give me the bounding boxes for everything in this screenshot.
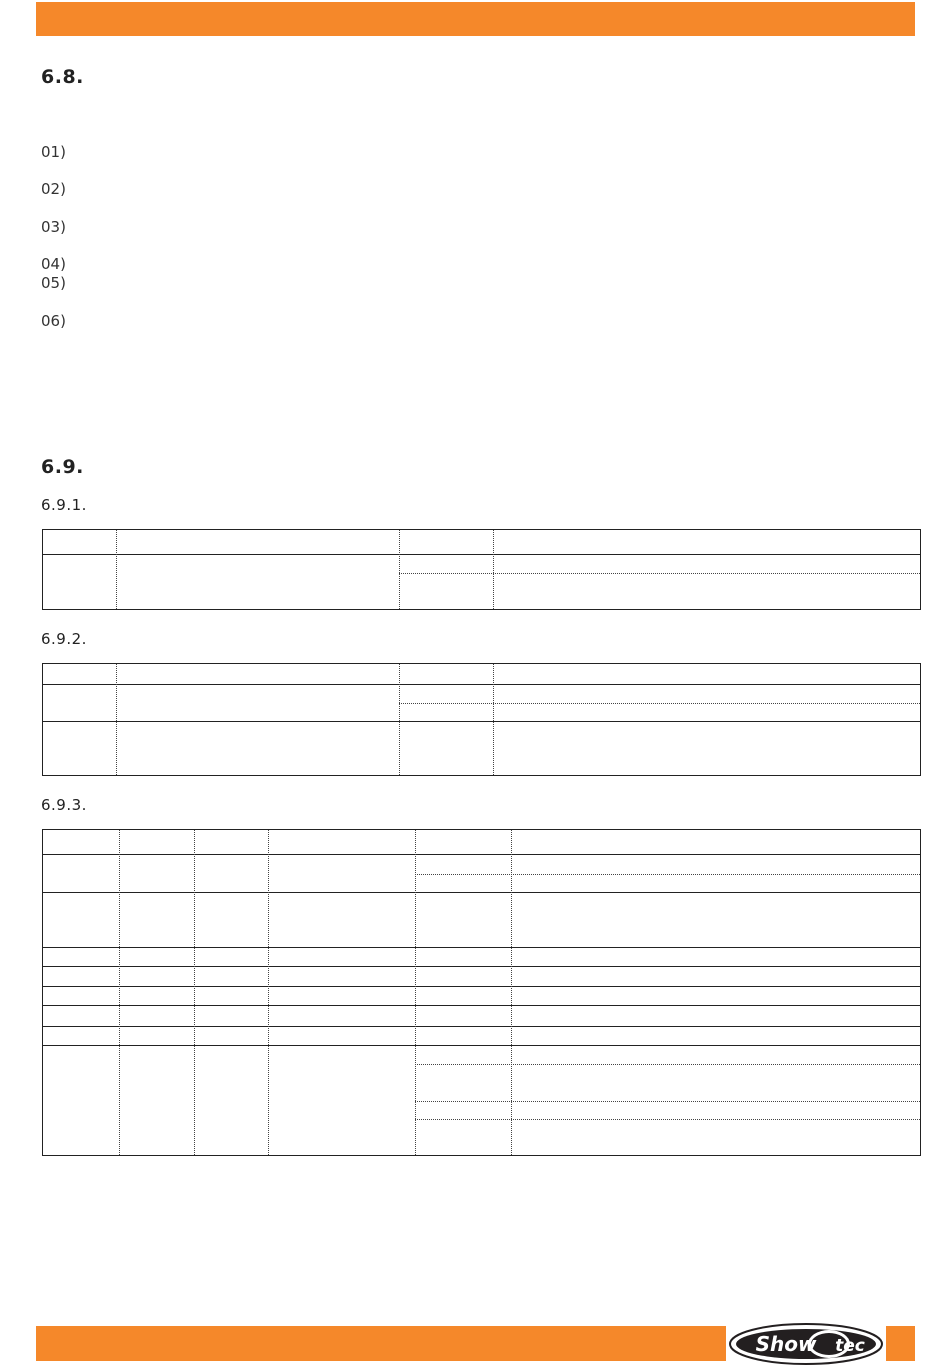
logo-wordmark-show: Show	[755, 1332, 817, 1356]
step-number: 06)	[41, 312, 66, 330]
table-header-divider	[43, 854, 920, 855]
table-6-9-3	[42, 829, 921, 1156]
table-row-divider	[43, 892, 920, 893]
table-column-divider	[119, 830, 120, 1155]
showtec-logo	[728, 1322, 884, 1366]
table-row-divider	[43, 1005, 920, 1006]
step-number: 02)	[41, 180, 66, 198]
table-header-divider	[43, 684, 920, 685]
table-column-divider	[511, 830, 512, 1155]
subsection-heading-6-9-1: 6.9.1.	[41, 496, 87, 514]
table-row-divider	[415, 1064, 920, 1065]
table-column-divider	[399, 664, 400, 775]
table-row-divider	[43, 947, 920, 948]
table-column-divider	[493, 530, 494, 609]
step-number: 04)	[41, 255, 66, 273]
table-row-divider	[415, 1101, 920, 1102]
section-heading-6-9: 6.9.	[41, 456, 84, 478]
footer-accent-bar	[36, 1326, 726, 1361]
table-row-divider	[399, 703, 920, 704]
table-column-divider	[116, 664, 117, 775]
table-column-divider	[194, 830, 195, 1155]
table-row-divider	[399, 573, 920, 574]
table-column-divider	[415, 830, 416, 1155]
table-row-divider	[43, 1026, 920, 1027]
table-row-divider	[43, 966, 920, 967]
subsection-heading-6-9-3: 6.9.3.	[41, 796, 87, 814]
table-row-divider	[415, 874, 920, 875]
table-column-divider	[268, 830, 269, 1155]
table-6-9-2	[42, 663, 921, 776]
step-number: 03)	[41, 218, 66, 236]
table-row-divider	[43, 1045, 920, 1046]
table-header-divider	[43, 554, 920, 555]
table-row-divider	[415, 1119, 920, 1120]
table-6-9-1	[42, 529, 921, 610]
table-row-divider	[43, 721, 920, 722]
step-number: 05)	[41, 274, 66, 292]
header-accent-bar	[36, 2, 915, 36]
table-column-divider	[399, 530, 400, 609]
table-column-divider	[493, 664, 494, 775]
table-column-divider	[116, 530, 117, 609]
subsection-heading-6-9-2: 6.9.2.	[41, 630, 87, 648]
section-heading-6-8: 6.8.	[41, 66, 84, 88]
table-row-divider	[43, 986, 920, 987]
logo-wordmark-tec: tec	[835, 1336, 865, 1356]
step-number: 01)	[41, 143, 66, 161]
footer-accent-bar-right	[886, 1326, 915, 1361]
